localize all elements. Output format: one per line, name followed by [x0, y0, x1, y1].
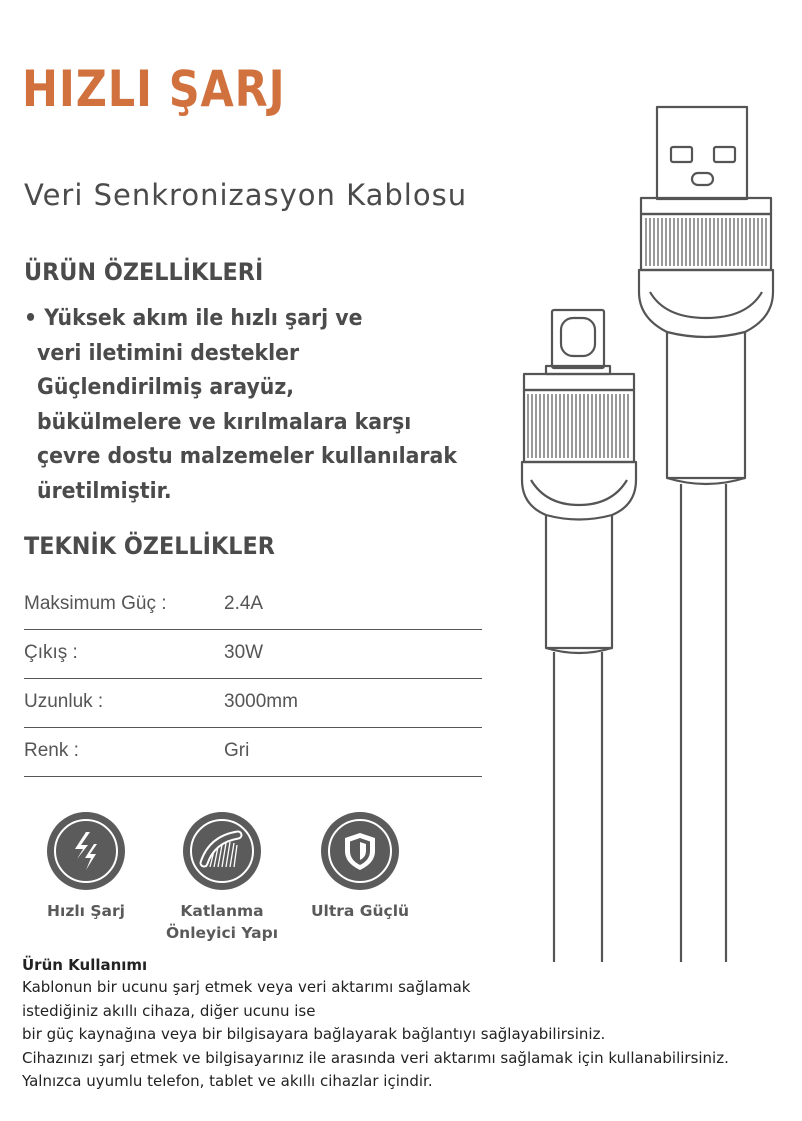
cable-illustration	[515, 100, 795, 965]
badge-ultra-strong	[296, 812, 424, 922]
anti-bend-icon	[198, 827, 246, 875]
lightning-bolt-icon	[64, 829, 108, 873]
badge-label: Ultra Güçlü	[310, 902, 410, 920]
spec-value: 2.4A	[224, 593, 264, 614]
spec-value: 3000mm	[224, 691, 298, 712]
spec-label: Çıkış :	[24, 642, 78, 663]
spec-value: 30W	[224, 642, 264, 663]
spec-row	[24, 679, 482, 728]
features-list	[24, 302, 490, 509]
badge-label: Hızlı Şarj	[47, 902, 125, 920]
spec-label: Renk :	[24, 740, 79, 761]
badge-fast-charge	[22, 812, 150, 922]
usage-section	[22, 954, 802, 1094]
page-title: HIZLI ŞARJ	[22, 60, 286, 118]
feature-line: bükülmelere ve kırılmalara karşı	[37, 409, 412, 435]
feature-line: üretilmiştir.	[37, 478, 172, 504]
spec-label: Maksimum Güç :	[24, 593, 167, 614]
usage-line: Kablonun bir ucunu şarj etmek veya veri aktarımı sağlamak	[22, 978, 471, 996]
feature-line: • Yüksek akım ile hızlı şarj ve	[24, 302, 457, 337]
spec-value: Gri	[224, 740, 250, 761]
shield-icon	[338, 829, 382, 873]
usage-heading: Ürün Kullanımı	[22, 956, 148, 974]
badge-label: Katlanma Önleyici Yapı	[165, 902, 279, 942]
usage-line: Cihazınızı şarj etmek ve bilgisayarınız ile arasında veri aktarımı sağlamak için kullanabilirsiniz.	[22, 1048, 729, 1067]
features-heading: ÜRÜN ÖZELLİKLERİ	[24, 258, 264, 286]
feature-line: veri iletimini destekler	[37, 340, 300, 366]
spec-label: Uzunluk :	[24, 691, 104, 712]
usage-line: Yalnızca uyumlu telefon, tablet ve akıllı cihazlar içindir.	[22, 1072, 433, 1090]
page-subtitle: Veri Senkronizasyon Kablosu	[24, 178, 468, 212]
specs-table	[24, 581, 482, 777]
specs-heading: TEKNİK ÖZELLİKLER	[24, 532, 275, 560]
feature-badges	[22, 812, 422, 952]
feature-line: çevre dostu malzemeler kullanılarak	[37, 444, 457, 469]
spec-row	[24, 728, 482, 777]
feature-line: Güçlendirilmiş arayüz,	[37, 375, 295, 400]
badge-anti-bend	[158, 812, 286, 944]
spec-row	[24, 630, 482, 679]
usage-line: istediğiniz akıllı cihaza, diğer ucunu ise	[22, 1001, 316, 1020]
spec-row	[24, 581, 482, 630]
usage-line: bir güç kaynağına veya bir bilgisayara bağlayarak bağlantıyı sağlayabilirsiniz.	[22, 1025, 606, 1043]
